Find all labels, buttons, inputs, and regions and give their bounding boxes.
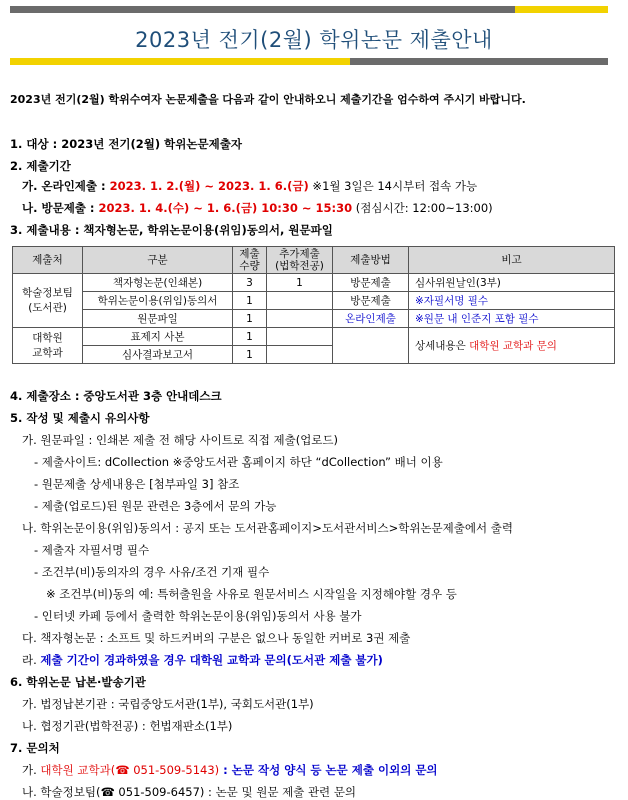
cell-qty: 1 bbox=[233, 346, 267, 364]
table-row bbox=[13, 310, 615, 328]
col-extra: 추가제출 (법학전공) bbox=[267, 247, 333, 274]
intro-text: 2023년 전기(2월) 학위수여자 논문제출을 다음과 같이 안내하오니 제출기간을 엄수하여 주시기 바랍니다. bbox=[10, 93, 526, 106]
section-4-place: 4. 제출장소 : 중앙도서관 3층 안내데스크 bbox=[10, 389, 222, 403]
visit-submission-period bbox=[22, 200, 493, 216]
online-label: 가. 온라인제출 : bbox=[22, 179, 110, 193]
section-6-heading: 6. 학위논문 납본·발송기관 bbox=[10, 675, 146, 689]
cell-method: 방문제출 bbox=[333, 292, 409, 310]
cell-extra bbox=[267, 346, 333, 364]
s6-na: 나. 협정기관(법학전공) : 헌법재판소(1부) bbox=[22, 719, 233, 733]
section-7-heading: 7. 문의처 bbox=[10, 741, 60, 755]
cell-method: 온라인제출 bbox=[333, 310, 409, 328]
visit-note: (점심시간: 12:00~13:00) bbox=[352, 201, 493, 215]
cell-extra bbox=[267, 328, 333, 346]
visit-label: 나. 방문제출 : bbox=[22, 201, 99, 215]
s5-na: 나. 학위논문이용(위임)동의서 : 공지 또는 도서관홈페이지>도서관서비스>학위논문제출에서 출력 bbox=[22, 521, 513, 535]
page-title: 2023년 전기(2월) 학위논문 제출안내 bbox=[135, 28, 493, 52]
cell-kind: 책자형논문(인쇄본) bbox=[83, 274, 233, 292]
section-3-contents: 3. 제출내용 : 책자형논문, 학위논문이용(위임)동의서, 원문파일 bbox=[10, 223, 333, 237]
col-qty: 제출 수량 bbox=[233, 247, 267, 274]
section-5-heading: 5. 작성 및 제출시 유의사항 bbox=[10, 411, 150, 425]
header-bar-top-dark bbox=[10, 6, 515, 13]
col-method: 제출방법 bbox=[333, 247, 409, 274]
s5-na-4: - 인터넷 카페 등에서 출력한 학위논문이용(위임)동의서 사용 불가 bbox=[34, 609, 362, 623]
s5-da: 다. 책자형논문 : 소프트 및 하드커버의 구분은 없으나 동일한 커버로 3권 제출 bbox=[22, 631, 411, 645]
s7-ga-contact: 대학원 교학과(☎ 051-509-5143) bbox=[40, 763, 220, 777]
table-row bbox=[13, 292, 615, 310]
cell-kind: 표제지 사본 bbox=[83, 328, 233, 346]
s5-ga-2: - 원문제출 상세내용은 [첨부파일 3] 참조 bbox=[34, 477, 240, 491]
s6-ga: 가. 법정납본기관 : 국립중앙도서관(1부), 국회도서관(1부) bbox=[22, 697, 314, 711]
cell-extra: 1 bbox=[267, 274, 333, 292]
s7-ga-desc: : 논문 작성 양식 등 논문 제출 이외의 문의 bbox=[219, 763, 438, 777]
cell-method-merged bbox=[333, 328, 409, 364]
s5-ga-3: - 제출(업로드)된 원문 관련은 3층에서 문의 가능 bbox=[34, 499, 277, 513]
s7-na: 나. 학술정보팀(☎ 051-509-6457) : 논문 및 원문 제출 관련 문의 bbox=[22, 785, 357, 799]
s5-ra bbox=[22, 652, 383, 668]
header-bar-top-accent bbox=[515, 6, 608, 13]
online-note: ※1월 3일은 14시부터 접속 가능 bbox=[308, 179, 478, 193]
org-library: 학술정보팀 (도서관) bbox=[13, 274, 83, 328]
cell-extra bbox=[267, 310, 333, 328]
submission-table bbox=[12, 246, 615, 364]
header-bar-bottom-dark bbox=[350, 58, 608, 65]
s5-na-1: - 제출자 자필서명 필수 bbox=[34, 543, 150, 557]
cell-note: ※자필서명 필수 bbox=[409, 292, 615, 310]
col-note: 비고 bbox=[409, 247, 615, 274]
cell-qty: 1 bbox=[233, 328, 267, 346]
s5-na-3: ※ 조건부(비)동의 예: 특허출원을 사유로 원문서비스 시작일을 지정해야할 경우 등 bbox=[46, 587, 457, 601]
online-submission-period bbox=[22, 178, 477, 194]
s5-ga: 가. 원문파일 : 인쇄본 제출 전 해당 사이트로 직접 제출(업로드) bbox=[22, 433, 339, 447]
s5-ra-text: 제출 기간이 경과하였을 경우 대학원 교학과 문의(도서관 제출 불가) bbox=[40, 653, 383, 667]
cell-kind: 학위논문이용(위임)동의서 bbox=[83, 292, 233, 310]
cell-extra bbox=[267, 292, 333, 310]
cell-qty: 1 bbox=[233, 310, 267, 328]
cell-kind: 심사결과보고서 bbox=[83, 346, 233, 364]
s7-ga bbox=[22, 762, 438, 778]
table-row bbox=[13, 328, 615, 346]
cell-kind: 원문파일 bbox=[83, 310, 233, 328]
table-header-row bbox=[13, 247, 615, 274]
cell-method: 방문제출 bbox=[333, 274, 409, 292]
s7-ga-label: 가. bbox=[22, 763, 41, 777]
section-2-heading: 2. 제출기간 bbox=[10, 159, 71, 173]
s5-ra-label: 라. bbox=[22, 653, 41, 667]
col-kind: 구분 bbox=[83, 247, 233, 274]
cell-note-merged: 상세내용은 대학원 교학과 문의 bbox=[409, 328, 615, 364]
org-graduate-school: 대학원 교학과 bbox=[13, 328, 83, 364]
table-row bbox=[13, 274, 615, 292]
col-org: 제출처 bbox=[13, 247, 83, 274]
s5-na-2: - 조건부(비)동의자의 경우 사유/조건 기재 필수 bbox=[34, 565, 270, 579]
cell-qty: 3 bbox=[233, 274, 267, 292]
section-1-target: 1. 대상 : 2023년 전기(2월) 학위논문제출자 bbox=[10, 137, 242, 151]
cell-note: 심사위원날인(3부) bbox=[409, 274, 615, 292]
cell-qty: 1 bbox=[233, 292, 267, 310]
s5-ga-1: - 제출사이트: dCollection ※중앙도서관 홈페이지 하단 “dCollection” 배너 이용 bbox=[34, 455, 443, 469]
visit-dates: 2023. 1. 4.(수) ~ 1. 6.(금) 10:30 ~ 15:30 bbox=[98, 201, 353, 215]
online-dates: 2023. 1. 2.(월) ~ 2023. 1. 6.(금) bbox=[109, 179, 309, 193]
cell-note: ※원문 내 인준지 포함 필수 bbox=[409, 310, 615, 328]
header-bar-bottom-accent bbox=[10, 58, 350, 65]
